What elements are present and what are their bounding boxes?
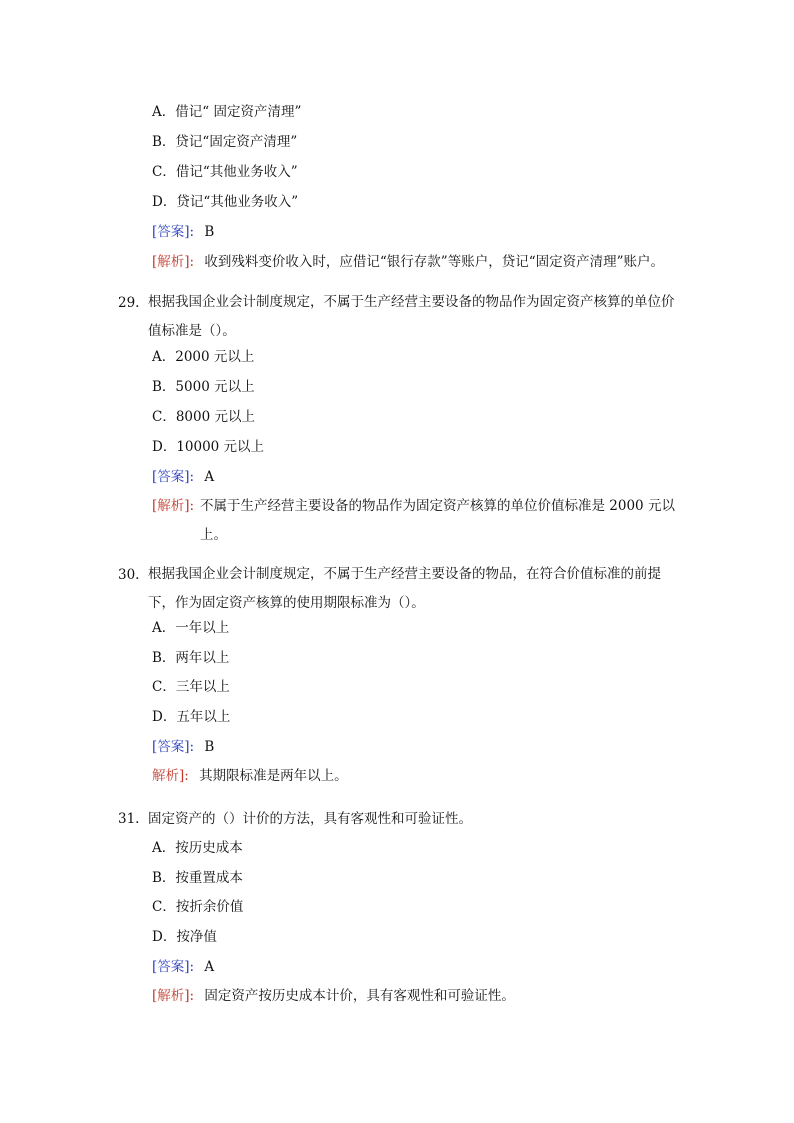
q30-option-b: B．两年以上: [152, 650, 230, 666]
explanation-text: 其期限标准是两年以上。: [199, 768, 348, 784]
q31-option-c: C．按折余价值: [152, 899, 244, 915]
q29-option-b: B．5000 元以上: [152, 379, 255, 395]
explanation-text: 收到残料变价收入时，应借记“银行存款”等账户，贷记“固定资产清理”账户。: [204, 254, 664, 270]
q29-answer: [152, 468, 214, 486]
answer-value: A: [204, 469, 215, 485]
q29-explanation-label: [解析]:: [152, 498, 195, 514]
answer-value: B: [204, 739, 215, 755]
q31-number: 31.: [118, 811, 140, 827]
explanation-label: [解析]:: [152, 988, 195, 1004]
q28-option-c: C．借记“其他业务收入”: [152, 164, 298, 180]
q31-option-d: D．按净值: [152, 929, 217, 945]
answer-label: [答案]:: [152, 224, 195, 240]
q28-answer: [152, 223, 214, 241]
q29-explanation-text: 不属于生产经营主要设备的物品作为固定资产核算的单位价值标准是 2000 元以上。: [200, 498, 675, 543]
q29-number: 29.: [118, 295, 140, 311]
q29-option-a: A．2000 元以上: [152, 349, 255, 365]
q30-option-c: C．三年以上: [152, 679, 230, 695]
q30-text: 根据我国企业会计制度规定，不属于生产经营主要设备的物品，在符合价值标准的前提下，作为固定资产核算的使用期限标准为（）。: [148, 566, 661, 611]
q31-option-a: A．按历史成本: [152, 840, 243, 856]
answer-value: B: [204, 224, 215, 240]
q30-option-d: D．五年以上: [152, 709, 231, 725]
q30-answer: [152, 738, 214, 756]
q30-option-a: A．一年以上: [152, 620, 230, 636]
answer-label: [答案]:: [152, 739, 195, 755]
answer-label: [答案]:: [152, 959, 195, 975]
q28-option-b: B．贷记“固定资产清理”: [152, 134, 298, 150]
q28-option-a: A．借记“ 固定资产清理”: [152, 104, 302, 120]
q29-text: 根据我国企业会计制度规定，不属于生产经营主要设备的物品作为固定资产核算的单位价值标准是（）。: [148, 294, 675, 339]
explanation-label: [解析]:: [152, 254, 195, 270]
q29-option-d: D．10000 元以上: [152, 439, 265, 455]
q30-explanation: [152, 767, 348, 785]
answer-label: [答案]:: [152, 469, 195, 485]
q29-option-c: C．8000 元以上: [152, 409, 255, 425]
q31-text: 固定资产的（）计价的方法，具有客观性和可验证性。: [148, 811, 472, 827]
q31-explanation: [152, 987, 515, 1005]
q28-explanation: [152, 253, 664, 271]
answer-value: A: [204, 959, 215, 975]
explanation-label: 解析]:: [152, 768, 189, 784]
q28-option-d: D．贷记“其他业务收入”: [152, 194, 299, 210]
q31-answer: [152, 958, 214, 976]
explanation-text: 固定资产按历史成本计价，具有客观性和可验证性。: [204, 988, 515, 1004]
q30-number: 30.: [118, 567, 140, 583]
q31-option-b: B．按重置成本: [152, 870, 243, 886]
